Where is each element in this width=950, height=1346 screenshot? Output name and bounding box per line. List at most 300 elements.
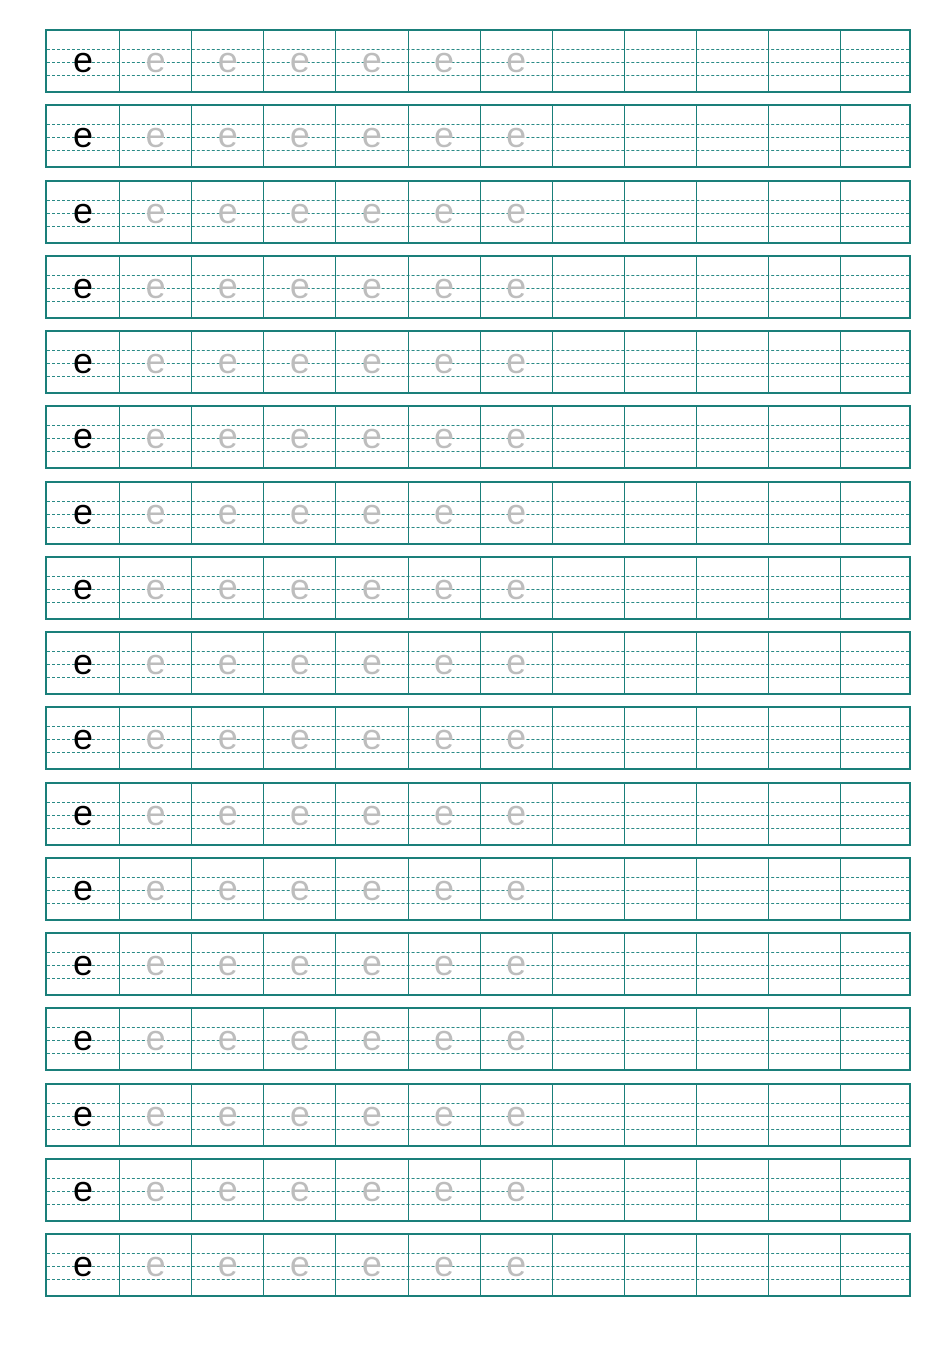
trace-letter-cell xyxy=(480,558,552,618)
blank-practice-cell xyxy=(624,332,696,392)
model-letter: e xyxy=(73,1017,94,1058)
model-letter-cell xyxy=(47,1235,119,1295)
blank-practice-cell xyxy=(768,31,840,91)
blank-practice-cell xyxy=(840,1085,909,1145)
blank-practice-cell xyxy=(552,1235,624,1295)
trace-letter: e xyxy=(217,1243,238,1284)
blank-practice-cell xyxy=(624,106,696,166)
trace-letter-cell xyxy=(408,483,480,543)
blank-practice-cell xyxy=(840,859,909,919)
blank-practice-cell xyxy=(624,257,696,317)
blank-practice-cell xyxy=(696,1085,768,1145)
trace-letter: e xyxy=(361,39,382,80)
model-letter: e xyxy=(73,1093,94,1134)
model-letter: e xyxy=(73,942,94,983)
trace-letter: e xyxy=(506,114,527,155)
trace-letter: e xyxy=(434,1017,455,1058)
trace-letter-cell xyxy=(191,182,263,242)
trace-letter: e xyxy=(361,1017,382,1058)
trace-letter-cell xyxy=(408,1235,480,1295)
model-letter: e xyxy=(73,566,94,607)
trace-letter-cell xyxy=(335,934,407,994)
blank-practice-cell xyxy=(624,708,696,768)
trace-letter-cell xyxy=(480,1235,552,1295)
trace-letter-cell xyxy=(191,407,263,467)
trace-letter-cell xyxy=(408,934,480,994)
trace-letter-cell xyxy=(480,31,552,91)
trace-letter: e xyxy=(217,641,238,682)
trace-letter-cell xyxy=(119,934,191,994)
trace-letter-cell xyxy=(191,934,263,994)
blank-practice-cell xyxy=(768,483,840,543)
trace-letter: e xyxy=(506,942,527,983)
blank-practice-cell xyxy=(696,1009,768,1069)
trace-letter-cell xyxy=(408,106,480,166)
trace-letter: e xyxy=(145,716,166,757)
blank-practice-cell xyxy=(696,106,768,166)
trace-letter: e xyxy=(361,1243,382,1284)
trace-letter-cell xyxy=(335,106,407,166)
model-letter: e xyxy=(73,190,94,231)
blank-practice-cell xyxy=(624,31,696,91)
trace-letter: e xyxy=(361,415,382,456)
blank-practice-cell xyxy=(552,934,624,994)
trace-letter: e xyxy=(361,716,382,757)
blank-practice-cell xyxy=(696,257,768,317)
blank-practice-cell xyxy=(552,257,624,317)
trace-letter: e xyxy=(217,1093,238,1134)
trace-letter: e xyxy=(506,1093,527,1134)
blank-practice-cell xyxy=(624,859,696,919)
trace-letter-cell xyxy=(191,1235,263,1295)
model-letter-cell xyxy=(47,1009,119,1069)
model-letter-cell xyxy=(47,859,119,919)
trace-letter: e xyxy=(145,39,166,80)
trace-letter: e xyxy=(217,340,238,381)
trace-letter: e xyxy=(217,491,238,532)
blank-practice-cell xyxy=(624,633,696,693)
trace-letter: e xyxy=(434,716,455,757)
trace-letter: e xyxy=(145,491,166,532)
trace-letter: e xyxy=(361,792,382,833)
model-letter-cell xyxy=(47,633,119,693)
blank-practice-cell xyxy=(768,106,840,166)
blank-practice-cell xyxy=(552,1085,624,1145)
trace-letter-cell xyxy=(263,859,335,919)
trace-letter: e xyxy=(434,1093,455,1134)
trace-letter-cell xyxy=(119,558,191,618)
blank-practice-cell xyxy=(768,1085,840,1145)
trace-letter: e xyxy=(145,340,166,381)
trace-letter-cell xyxy=(408,708,480,768)
trace-letter: e xyxy=(217,1017,238,1058)
blank-practice-cell xyxy=(768,1009,840,1069)
trace-letter-cell xyxy=(408,558,480,618)
trace-letter: e xyxy=(145,190,166,231)
blank-practice-cell xyxy=(624,1235,696,1295)
blank-practice-cell xyxy=(552,633,624,693)
blank-practice-cell xyxy=(840,257,909,317)
trace-letter: e xyxy=(289,190,310,231)
trace-letter: e xyxy=(145,1093,166,1134)
trace-letter: e xyxy=(506,1168,527,1209)
blank-practice-cell xyxy=(624,934,696,994)
trace-letter: e xyxy=(289,491,310,532)
trace-letter: e xyxy=(289,265,310,306)
blank-practice-cell xyxy=(840,407,909,467)
trace-letter-cell xyxy=(480,1009,552,1069)
blank-practice-cell xyxy=(768,182,840,242)
trace-letter: e xyxy=(506,716,527,757)
trace-letter: e xyxy=(145,566,166,607)
blank-practice-cell xyxy=(768,407,840,467)
practice-row xyxy=(45,932,911,996)
trace-letter: e xyxy=(361,340,382,381)
trace-letter-cell xyxy=(480,483,552,543)
trace-letter: e xyxy=(361,265,382,306)
trace-letter: e xyxy=(217,39,238,80)
blank-practice-cell xyxy=(552,332,624,392)
blank-practice-cell xyxy=(552,1009,624,1069)
blank-practice-cell xyxy=(840,558,909,618)
trace-letter-cell xyxy=(263,1235,335,1295)
model-letter-cell xyxy=(47,182,119,242)
blank-practice-cell xyxy=(768,332,840,392)
blank-practice-cell xyxy=(696,1160,768,1220)
trace-letter-cell xyxy=(119,182,191,242)
trace-letter: e xyxy=(434,39,455,80)
blank-practice-cell xyxy=(552,106,624,166)
trace-letter: e xyxy=(217,415,238,456)
trace-letter-cell xyxy=(263,31,335,91)
blank-practice-cell xyxy=(624,407,696,467)
blank-practice-cell xyxy=(840,1160,909,1220)
blank-practice-cell xyxy=(696,1235,768,1295)
practice-row xyxy=(45,631,911,695)
trace-letter: e xyxy=(434,1168,455,1209)
trace-letter: e xyxy=(434,792,455,833)
model-letter: e xyxy=(73,39,94,80)
trace-letter: e xyxy=(434,190,455,231)
model-letter-cell xyxy=(47,106,119,166)
model-letter: e xyxy=(73,1168,94,1209)
trace-letter: e xyxy=(361,566,382,607)
trace-letter-cell xyxy=(335,859,407,919)
trace-letter-cell xyxy=(191,1085,263,1145)
trace-letter: e xyxy=(145,1168,166,1209)
blank-practice-cell xyxy=(624,1085,696,1145)
trace-letter: e xyxy=(217,942,238,983)
trace-letter-cell xyxy=(191,31,263,91)
model-letter: e xyxy=(73,415,94,456)
model-letter-cell xyxy=(47,558,119,618)
model-letter-cell xyxy=(47,784,119,844)
model-letter: e xyxy=(73,716,94,757)
model-letter-cell xyxy=(47,483,119,543)
blank-practice-cell xyxy=(840,1009,909,1069)
trace-letter: e xyxy=(217,867,238,908)
blank-practice-cell xyxy=(624,483,696,543)
trace-letter: e xyxy=(361,1093,382,1134)
trace-letter-cell xyxy=(191,106,263,166)
blank-practice-cell xyxy=(840,708,909,768)
trace-letter: e xyxy=(217,265,238,306)
practice-row xyxy=(45,706,911,770)
trace-letter-cell xyxy=(335,1009,407,1069)
trace-letter-cell xyxy=(119,1009,191,1069)
model-letter-cell xyxy=(47,332,119,392)
trace-letter: e xyxy=(145,792,166,833)
model-letter-cell xyxy=(47,708,119,768)
trace-letter: e xyxy=(506,340,527,381)
blank-practice-cell xyxy=(624,558,696,618)
trace-letter-cell xyxy=(119,633,191,693)
model-letter-cell xyxy=(47,1160,119,1220)
blank-practice-cell xyxy=(840,784,909,844)
trace-letter-cell xyxy=(335,31,407,91)
trace-letter-cell xyxy=(408,784,480,844)
trace-letter-cell xyxy=(335,407,407,467)
trace-letter: e xyxy=(361,867,382,908)
model-letter: e xyxy=(73,491,94,532)
trace-letter: e xyxy=(434,942,455,983)
practice-row xyxy=(45,556,911,620)
blank-practice-cell xyxy=(840,332,909,392)
trace-letter: e xyxy=(289,566,310,607)
trace-letter: e xyxy=(506,1017,527,1058)
trace-letter: e xyxy=(217,114,238,155)
trace-letter: e xyxy=(434,1243,455,1284)
trace-letter: e xyxy=(506,792,527,833)
trace-letter-cell xyxy=(191,332,263,392)
trace-letter: e xyxy=(289,792,310,833)
trace-letter-cell xyxy=(335,633,407,693)
trace-letter-cell xyxy=(335,332,407,392)
trace-letter-cell xyxy=(119,859,191,919)
trace-letter-cell xyxy=(263,784,335,844)
model-letter: e xyxy=(73,114,94,155)
blank-practice-cell xyxy=(552,182,624,242)
blank-practice-cell xyxy=(696,332,768,392)
blank-practice-cell xyxy=(624,1009,696,1069)
practice-row xyxy=(45,1158,911,1222)
trace-letter-cell xyxy=(263,106,335,166)
trace-letter-cell xyxy=(335,1160,407,1220)
trace-letter: e xyxy=(434,491,455,532)
blank-practice-cell xyxy=(696,633,768,693)
blank-practice-cell xyxy=(552,1160,624,1220)
trace-letter-cell xyxy=(263,934,335,994)
trace-letter-cell xyxy=(480,633,552,693)
trace-letter-cell xyxy=(480,784,552,844)
trace-letter-cell xyxy=(408,633,480,693)
blank-practice-cell xyxy=(768,934,840,994)
blank-practice-cell xyxy=(768,633,840,693)
blank-practice-cell xyxy=(696,934,768,994)
blank-practice-cell xyxy=(768,859,840,919)
trace-letter-cell xyxy=(191,483,263,543)
practice-row xyxy=(45,330,911,394)
blank-practice-cell xyxy=(768,1160,840,1220)
trace-letter-cell xyxy=(191,257,263,317)
blank-practice-cell xyxy=(840,106,909,166)
trace-letter: e xyxy=(506,415,527,456)
trace-letter-cell xyxy=(191,633,263,693)
trace-letter-cell xyxy=(408,1009,480,1069)
trace-letter: e xyxy=(506,566,527,607)
trace-letter: e xyxy=(361,942,382,983)
blank-practice-cell xyxy=(624,1160,696,1220)
trace-letter-cell xyxy=(480,859,552,919)
blank-practice-cell xyxy=(840,31,909,91)
trace-letter-cell xyxy=(408,257,480,317)
trace-letter: e xyxy=(506,491,527,532)
trace-letter-cell xyxy=(119,483,191,543)
trace-letter-cell xyxy=(119,708,191,768)
blank-practice-cell xyxy=(552,558,624,618)
trace-letter-cell xyxy=(335,784,407,844)
practice-row xyxy=(45,405,911,469)
practice-row xyxy=(45,782,911,846)
trace-letter: e xyxy=(217,792,238,833)
blank-practice-cell xyxy=(840,182,909,242)
trace-letter-cell xyxy=(263,182,335,242)
trace-letter-cell xyxy=(263,708,335,768)
blank-practice-cell xyxy=(696,407,768,467)
trace-letter-cell xyxy=(119,332,191,392)
model-letter-cell xyxy=(47,407,119,467)
blank-practice-cell xyxy=(840,934,909,994)
blank-practice-cell xyxy=(840,1235,909,1295)
blank-practice-cell xyxy=(768,784,840,844)
practice-row xyxy=(45,857,911,921)
trace-letter-cell xyxy=(119,1085,191,1145)
blank-practice-cell xyxy=(552,708,624,768)
trace-letter: e xyxy=(434,340,455,381)
blank-practice-cell xyxy=(768,1235,840,1295)
trace-letter: e xyxy=(289,942,310,983)
trace-letter: e xyxy=(217,1168,238,1209)
trace-letter-cell xyxy=(408,1160,480,1220)
trace-letter-cell xyxy=(119,1160,191,1220)
blank-practice-cell xyxy=(696,483,768,543)
practice-row xyxy=(45,1083,911,1147)
trace-letter: e xyxy=(289,340,310,381)
trace-letter-cell xyxy=(480,1160,552,1220)
trace-letter-cell xyxy=(408,182,480,242)
blank-practice-cell xyxy=(624,784,696,844)
trace-letter: e xyxy=(289,641,310,682)
trace-letter-cell xyxy=(408,859,480,919)
trace-letter: e xyxy=(289,1168,310,1209)
trace-letter-cell xyxy=(191,708,263,768)
trace-letter-cell xyxy=(408,407,480,467)
trace-letter: e xyxy=(145,942,166,983)
trace-letter-cell xyxy=(191,859,263,919)
blank-practice-cell xyxy=(840,633,909,693)
trace-letter-cell xyxy=(480,332,552,392)
blank-practice-cell xyxy=(552,784,624,844)
trace-letter-cell xyxy=(335,182,407,242)
trace-letter: e xyxy=(434,867,455,908)
trace-letter-cell xyxy=(191,1009,263,1069)
trace-letter: e xyxy=(289,1243,310,1284)
trace-letter-cell xyxy=(480,407,552,467)
blank-practice-cell xyxy=(768,558,840,618)
trace-letter-cell xyxy=(335,257,407,317)
model-letter: e xyxy=(73,792,94,833)
trace-letter-cell xyxy=(480,708,552,768)
trace-letter-cell xyxy=(263,1085,335,1145)
trace-letter-cell xyxy=(191,558,263,618)
trace-letter: e xyxy=(506,39,527,80)
trace-letter-cell xyxy=(263,483,335,543)
trace-letter: e xyxy=(506,190,527,231)
trace-letter: e xyxy=(289,867,310,908)
model-letter-cell xyxy=(47,1085,119,1145)
model-letter-cell xyxy=(47,31,119,91)
trace-letter: e xyxy=(361,491,382,532)
trace-letter: e xyxy=(289,114,310,155)
practice-row xyxy=(45,481,911,545)
model-letter: e xyxy=(73,1243,94,1284)
trace-letter: e xyxy=(145,867,166,908)
trace-letter: e xyxy=(289,1017,310,1058)
practice-row xyxy=(45,29,911,93)
trace-letter: e xyxy=(145,1017,166,1058)
blank-practice-cell xyxy=(840,483,909,543)
model-letter: e xyxy=(73,340,94,381)
trace-letter: e xyxy=(145,265,166,306)
trace-letter-cell xyxy=(119,257,191,317)
trace-letter-cell xyxy=(119,407,191,467)
practice-row xyxy=(45,1233,911,1297)
trace-letter: e xyxy=(361,114,382,155)
model-letter: e xyxy=(73,641,94,682)
trace-letter-cell xyxy=(263,558,335,618)
trace-letter-cell xyxy=(335,558,407,618)
trace-letter-cell xyxy=(335,1235,407,1295)
trace-letter-cell xyxy=(263,1160,335,1220)
trace-letter-cell xyxy=(480,257,552,317)
trace-letter: e xyxy=(434,641,455,682)
blank-practice-cell xyxy=(552,31,624,91)
trace-letter: e xyxy=(145,641,166,682)
blank-practice-cell xyxy=(696,31,768,91)
trace-letter-cell xyxy=(335,708,407,768)
trace-letter-cell xyxy=(408,31,480,91)
trace-letter: e xyxy=(217,190,238,231)
trace-letter: e xyxy=(145,415,166,456)
trace-letter-cell xyxy=(119,1235,191,1295)
practice-row xyxy=(45,1007,911,1071)
trace-letter-cell xyxy=(408,1085,480,1145)
model-letter-cell xyxy=(47,934,119,994)
trace-letter-cell xyxy=(408,332,480,392)
trace-letter: e xyxy=(289,415,310,456)
model-letter-cell xyxy=(47,257,119,317)
practice-row xyxy=(45,180,911,244)
trace-letter-cell xyxy=(263,257,335,317)
trace-letter: e xyxy=(289,716,310,757)
trace-letter-cell xyxy=(263,407,335,467)
blank-practice-cell xyxy=(696,182,768,242)
trace-letter: e xyxy=(434,415,455,456)
blank-practice-cell xyxy=(696,859,768,919)
trace-letter: e xyxy=(434,566,455,607)
trace-letter-cell xyxy=(480,934,552,994)
trace-letter-cell xyxy=(335,1085,407,1145)
